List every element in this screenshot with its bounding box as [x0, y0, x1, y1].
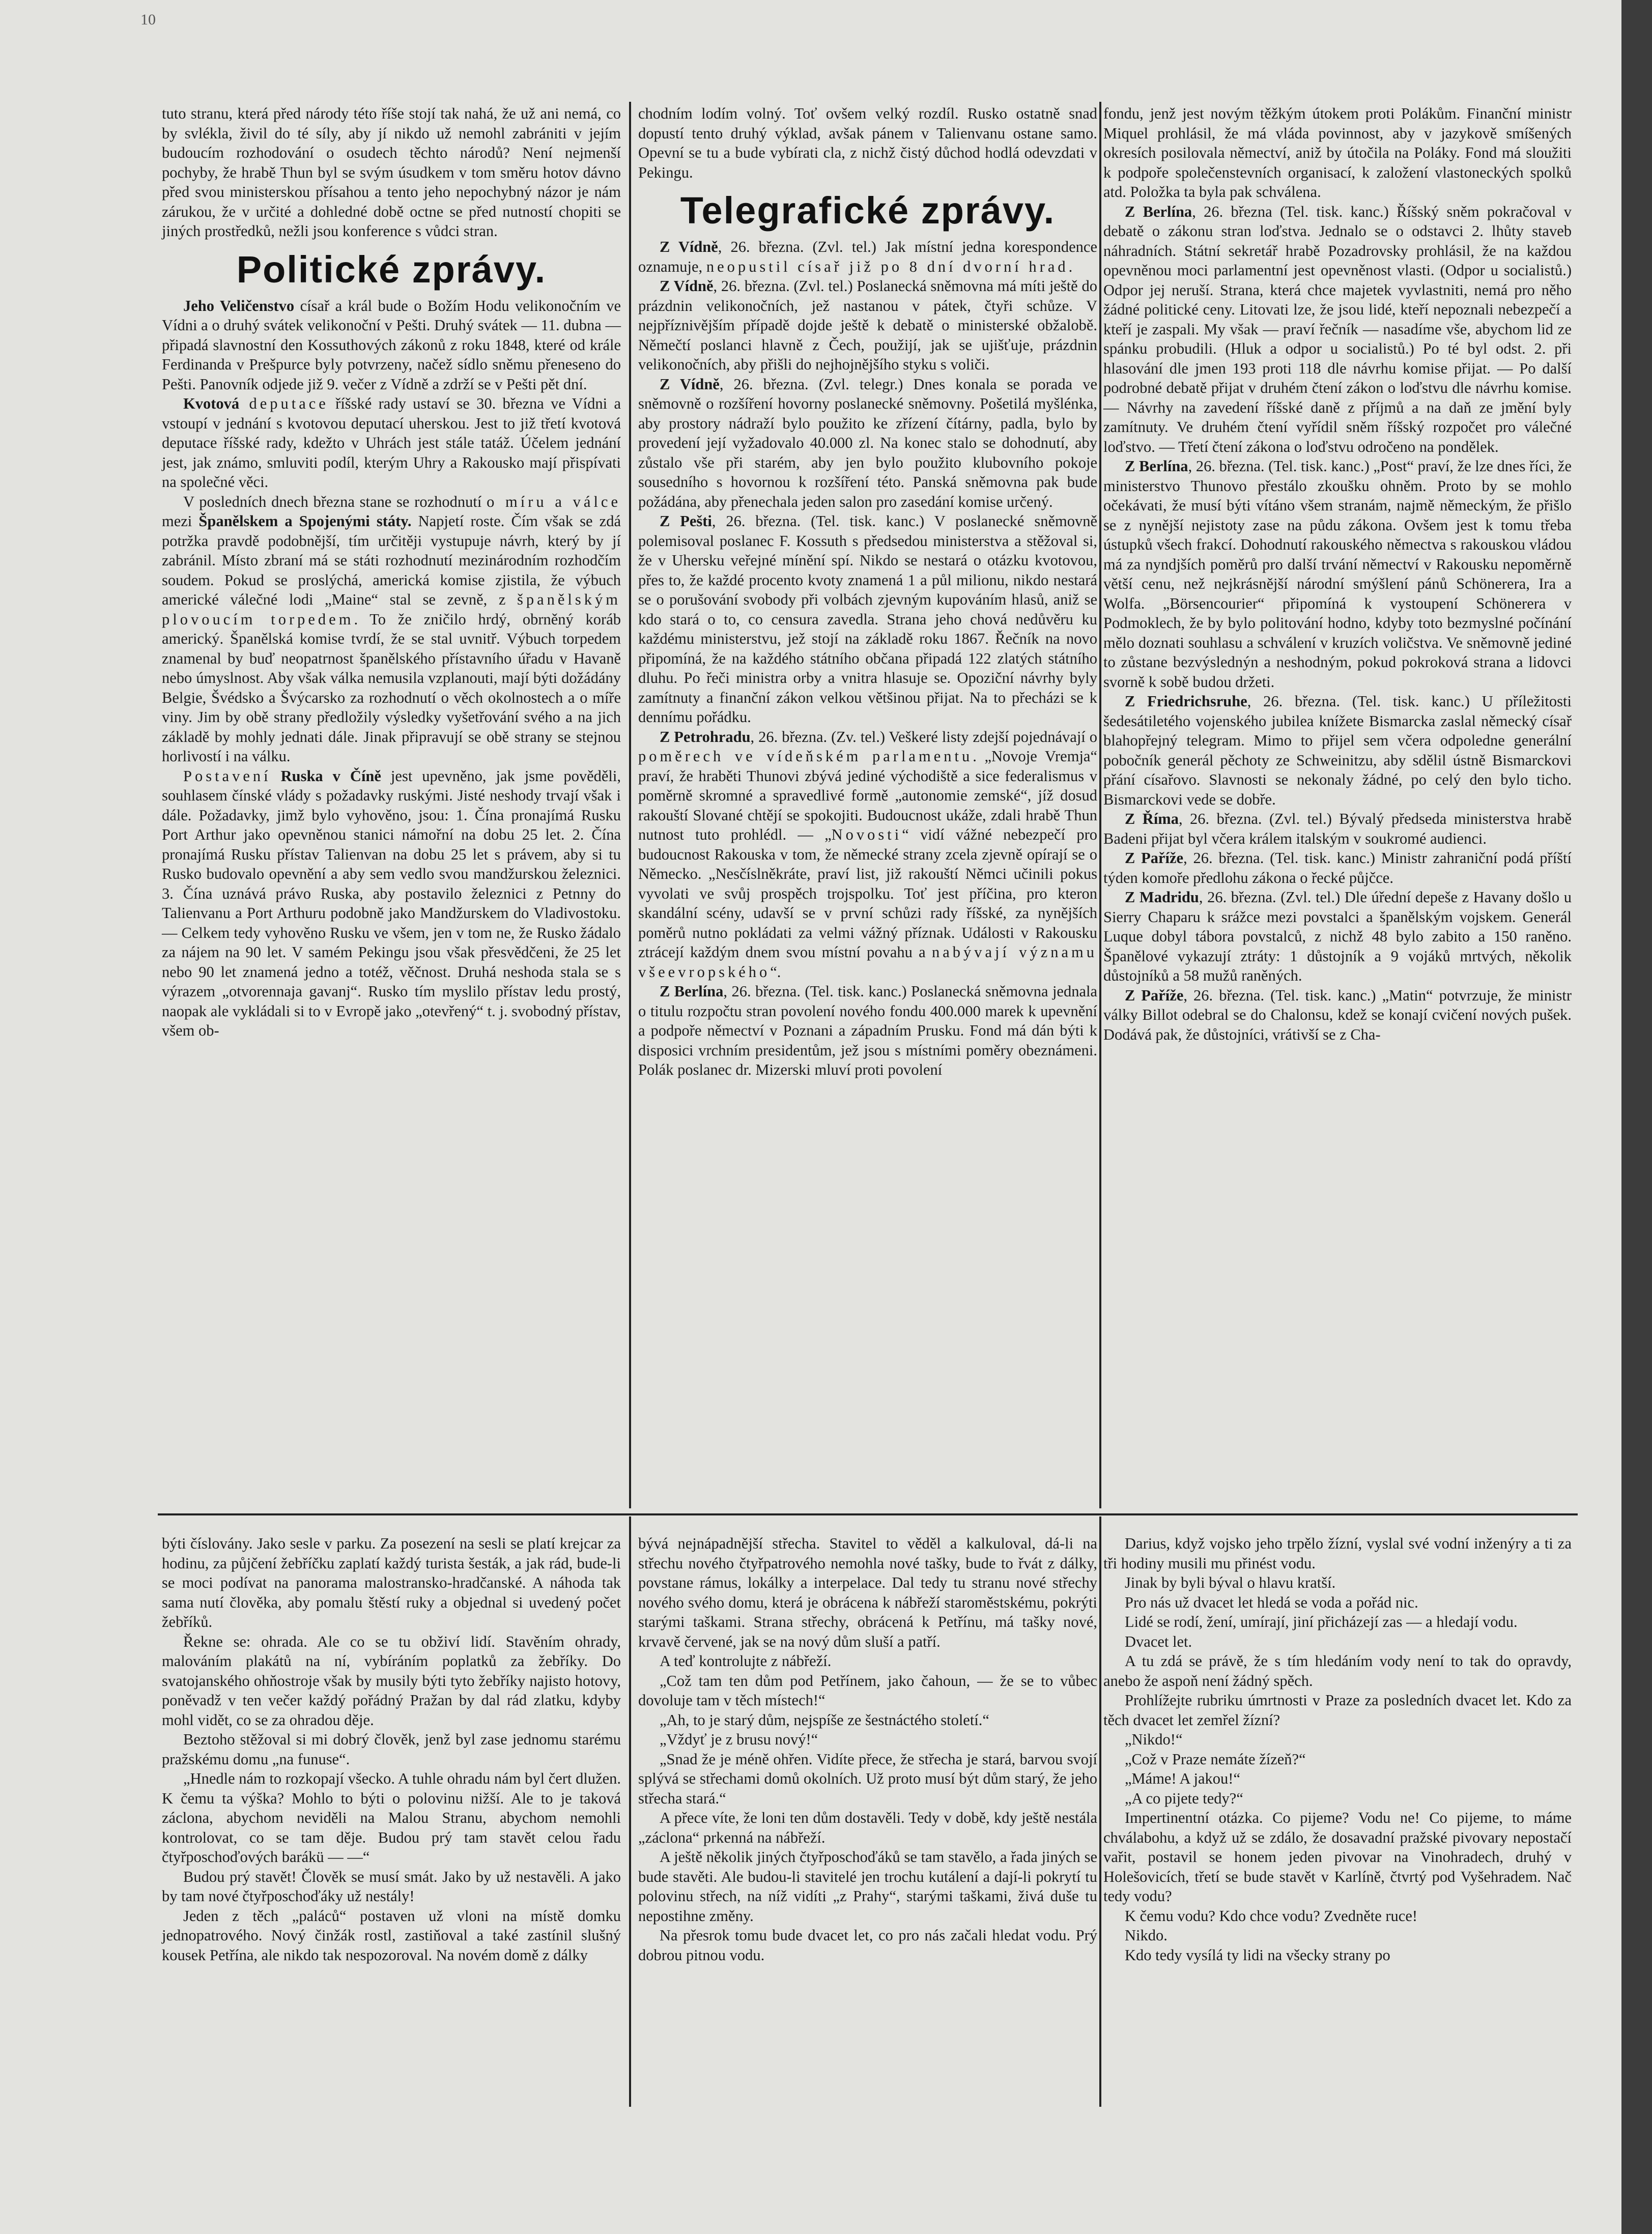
- intro-paragraph: tuto stranu, která před národy této říše stojí tak nahá, že už ani nemá, co by svlékla, živil do té síly, aby jí nikdo už nemohl zabrániti v jejím budoucím rozhodování o osudech těchto národů? Není nejmenší pochyby, že hrabě Thun byl se svým úsudkem v tom směru hotov dávno před svou ministerskou přísahou a tento jeho nepochybný názor je nám zárukou, že v určité a dohledné době octne se před nutností chopiti se jiných prostředků, nežli jsou konference s vůdci stran.: [162, 105, 621, 240]
- feuilleton-paragraph: Dvacet let.: [1125, 1632, 1192, 1650]
- news-item: Postavení Ruska v Číně jest upevněno, jak jsme pověděli, souhlasem čínské vlády s požadavky ruskými. Jisté neshody trvají však i dále. Požadavky, jimž bylo vyhověno, jsou: 1. Čína pronajímá Rusku Port Arthur jako opevněnou stanici námořní na dobu 25 let. 2. Čína pronajímá Rusku přístav Talienvan na dobu 25 let s právem, aby si tu Rusko budovalo opevnění a aby sem vedlo svou mandžurskou železnici. 3. Čína uznává právo Ruska, aby postavilo železnici z Petnny do Talienvanu a Port Arthuru podobně jako Mandžurskem do Vladivostoku. — Celkem tedy vyhověno Rusku ve všem, jen v tom ne, že Rusko žádalo za nájem na 90 let. V samém Pekingu jsou však přesvědčeni, že 25 let nebo 90 let znamená jedno a totéž, věčnost. Druhá neshoda stala se s výrazem „otvorennaja gavanj“. Rusko tím myslilo přístav ledu prostý, naopak ale vykládali si to v Evropě jako „otevřený“ t. j. svobodný přístav, všem ob-: [162, 767, 621, 1039]
- feuilleton-paragraph: Nikdo.: [1125, 1927, 1167, 1944]
- feuilleton-paragraph: „Ah, to je starý dům, nejspíše ze šestnáctého století.“: [660, 1711, 989, 1729]
- feuilleton-paragraph: Kdo tedy vysílá ty lidi na všecky strany po: [1125, 1946, 1390, 1964]
- feuilleton-paragraph: A ještě několik jiných čtyřposchoďáků se tam stavělo, a řada jiných se bude stavěti. Ale budou-li stavitelé jen trochu kutálení a dají-li pokrytí tu polovinu střech, na níž vidíti „z Prahy“, starými taškami, živá duše tu nepostihne změny.: [638, 1848, 1097, 1925]
- section-heading-telegraph: Telegrafické zprávy.: [680, 189, 1056, 232]
- feuilleton-paragraph: „Vždyť je z brusu nový!“: [660, 1731, 818, 1748]
- feuilleton-paragraph: Jeden z těch „paláců“ postaven už vloni na místě domku jednopatrového. Nový činžák rostl, zastiňoval a také zastínil slušný kousek Petřína, ale nikdo tak nespozoroval. Na novém domě z dálky: [162, 1907, 621, 1964]
- intro-paragraph: fondu, jenž jest novým těžkým útokem proti Polákům. Finanční ministr Miquel prohlásil, že má vláda povinnost, aby v jazykově smíšených okresích posilovala němectví, aniž by útočila na Poláky. Fond má sloužiti k podpoře společenstevních organisací, k založení vlastoneckých spolků atd. Položka ta byla pak schválena.: [1103, 105, 1572, 201]
- feuilleton-paragraph: Budou prý stavět! Člověk se musí smát. Jako by už nestavěli. A jako by tam nové čtyřposchoďáky už nestály!: [162, 1868, 621, 1905]
- news-item: Kvotová deputace říšské rady ustaví se 30. března ve Vídni a vstoupí v jednání s kvotovou deputací uherskou. Jest to již třetí kvotová deputace říšské rady, kdežto v Uhrách jest stále tatáž. Účelem jednání jest, jak známo, smluviti podíl, kterým Uhry a Rakousko mají přispívati na společné věci.: [162, 395, 621, 491]
- feuilleton-paragraph: Na přesrok tomu bude dvacet let, co pro nás začali hledat vodu. Prý dobrou pitnou vodu.: [638, 1927, 1097, 1964]
- feuilleton-paragraph: „Což v Praze nemáte žízeň?“: [1125, 1750, 1306, 1768]
- feuilleton-paragraph: Pro nás už dvacet let hledá se voda a pořád nic.: [1125, 1593, 1418, 1611]
- feuilleton-paragraph: A tu zdá se právě, že s tím hledáním vody není to tak do opravdy, anebo že aspoň není žádný spěch.: [1103, 1652, 1572, 1689]
- feuilleton-column-1: [162, 1534, 621, 1965]
- feuilleton-paragraph: Řekne se: ohrada. Ale co se tu obživí lidí. Stavěním ohrady, malováním plakátů na ní, vybíráním poplatků za žebříky. Do svatojanského ohňostroje však by musily býti tyto žebříky najisto hotovy, poněvadž v ten večer každý pořádný Pražan by dal rád zlatku, kdyby mohl vidět, co se za ohradou děje.: [162, 1632, 621, 1729]
- telegram-item: Z Berlína, 26. března. (Tel. tisk. kanc.) Poslanecká sněmovna jednala o titulu rozpočtu stran povolení nového fondu 400.000 marek k upevnění a podpoře němectví v Poznani a západním Prusku. Fond má dán býti k disposici vrchním presidentům, jež jsou s místními poměry obeznámeni. Polák poslanec dr. Mizerski mluví proti povolení: [638, 983, 1098, 1078]
- section-heading-politics: Politické zprávy.: [236, 248, 547, 291]
- feuilleton-paragraph: Darius, když vojsko jeho trpělo žízní, vyslal své vodní inženýry a ti za tři hodiny musili mu přinést vodu.: [1103, 1535, 1572, 1572]
- feuilleton-paragraph: Beztoho stěžoval si mi dobrý člověk, jenž byl zase jednomu starému pražskému domu „na funuse“.: [162, 1731, 621, 1768]
- telegram-item: Z Paříže, 26. března. (Tel. tisk. kanc.) Ministr zahraniční podá příští týden komoře předlohu zákona o řecké půjčce.: [1103, 849, 1572, 886]
- feuilleton-paragraph: Prohlížejte rubriku úmrtnosti v Praze za posledních dvacet let. Kdo za těch dvacet let zemřel žízní?: [1103, 1692, 1572, 1729]
- telegram-item: Z Vídně, 26. března. (Zvl. tel.) Poslanecká sněmovna má míti ještě do prázdnin velikonočních, jež nastanou v pátek, čtyři schůze. V nejpříznivějším případě dojde ještě k debatě o ministerské obžalobě. Němečtí poslanci hlavně z Čech, použijí, jak se ujišťuje, prázdnin velikonočních, aby přišli do nejhojnějšího styku s voliči.: [638, 277, 1097, 373]
- telegram-item: Z Berlína, 26. března (Tel. tisk. kanc.) Říšský sněm pokračoval v debatě o zákonu stran loďstva. Jednalo se o odstavci 2. lhůty staveb náhradních. Státní sekretář hrabě Pozadrovsky prohlásil, že na každou opevněnou moci parlamentní jest opevněnost vlasti. (Odpor u socialistů.) Odpor jej neruší. Strana, která chce majetek vyvlastniti, nemá pro něho žádné politické ceny. Litovati lze, že jsou lidé, kteří nepoznali nebezpečí a kteří je zaspali. My však — praví řečník — nasadíme vše, abychom lid ze spánku probudili. (Hluk a odpor u socialistů.) Po té byl odst. 2. při hlasování dle jmen 193 proti 118 dle návrhu komise přijat. — Po další podrobné debatě přijat v druhém čtení zákon o loďstvu dle návrhu komise. — Návrhy na zavedení říšské daně z příjmů a na daň ze jmění byly zamítnuty. Ve druhém čtení vyřídil sněm říšský rozpočet pro válečné loďstvo. — Třetí čtení zákona o loďstvu odročeno na pondělek.: [1103, 203, 1572, 455]
- telegram-item: Z Berlína, 26. března. (Tel. tisk. kanc.) „Post“ praví, že lze dnes říci, že ministerstvo Thunovo přestálo zkoušku ohněm. Proto by se mohlo očekávati, že musí býti vítáno všem stranám, najmě německým, že přišlo se z nynější nejistoty zase na půdu zákona. Ovšem jest k tomu třeba ústupků všech frakcí. Dohodnutí rakouského němectva s rakouskou vládou má za nyndjších poměrů pro další trvání němectví v Rakousku nepoměrně větší cenu, než nejkrásnější národní smýšlení pánů Schönerera, Ira a Wolfa. „Börsencourier“ připomíná k vystoupení Schönerera v Podmoklech, že by bylo politování hodno, kdyby toto bezmyslné počínání mělo doznati souhlasu a schválení v kruzích voličstva. Ve sněmovně jediné to zůstane bezvýslednýn a neshodným, pokud pokroková strana a lidovci svorně k sobě budou držeti.: [1103, 457, 1572, 691]
- feuilleton-paragraph: býti číslovány. Jako sesle v parku. Za posezení na sesli se platí krejcar za hodinu, za půjčení žebříčku zaplatí každý turista šesták, a jak rád, bude-li se moci podívat na panorama malostransko-hradčanské. A náhoda tak sama nutí člověka, aby pomalu štěstí ruky a objednal si uvedený počet žebříků.: [162, 1535, 621, 1630]
- feuilleton-rule-left: [629, 1516, 631, 2107]
- column-rule-left: [629, 102, 631, 1508]
- feuilleton-paragraph: „Nikdo!“: [1125, 1731, 1183, 1748]
- feuilleton-paragraph: „Snad že je méně ohřen. Vidíte přece, že střecha je stará, barvou svojí splývá se střechami domů okolních. Už proto musí být dům starý, že jeho střecha stará.“: [638, 1750, 1097, 1807]
- column-2: [638, 104, 1097, 1080]
- feuilleton-paragraph: „A co pijete tedy?“: [1125, 1789, 1243, 1807]
- news-item: Jeho Veličenstvo císař a král bude o Božím Hodu velikonočním ve Vídni a o druhý svátek velikonoční v Pešti. Druhý svátek — 11. dubna — připadá slavnostní den Kossuthových zákonů z roku 1848, které od krále Ferdinanda v Prešpurce byly potvrzeny, načež sídlo sněmu přeneseno do Pešti. Panovník odjede již 9. večer z Vídně a zdrží se v Pešti pět dní.: [162, 297, 621, 393]
- telegram-item: Z Říma, 26. března. (Zvl. tel.) Bývalý předseda ministerstva hrabě Badeni přijat byl včera králem italským v soukromé audienci.: [1103, 810, 1572, 847]
- intro-paragraph: chodním lodím volný. Toť ovšem velký rozdíl. Rusko ostatně snad dopustí tento druhý výklad, avšak pánem v Talienvanu ostane samo. Opevní se tu a bude vybírati cla, z nichž čistý důchod hodlá odevzdati v Pekingu.: [638, 105, 1097, 181]
- column-3: [1103, 104, 1572, 1044]
- feuilleton-paragraph: „Což tam ten dům pod Petřínem, jako čahoun, — že se to vůbec dovoluje tam v těch místech!“: [638, 1672, 1097, 1709]
- telegram-item: Z Vídně, 26. března. (Zvl. tel.) Jak místní jedna korespondence oznamuje, neopustil císař již po 8 dní dvorní hrad.: [638, 238, 1097, 275]
- feuilleton-paragraph: K čemu vodu? Kdo chce vodu? Zvedněte ruce!: [1125, 1907, 1418, 1925]
- feuilleton-rule: [158, 1513, 1578, 1515]
- page-number: 10: [140, 11, 156, 28]
- feuilleton-paragraph: Impertinentní otázka. Co pijeme? Vodu ne! Co pijeme, to máme chválabohu, a když už se zdálo, že dosavadní pražské pivovary nepostačí vařit, postavil se honem jeden pivovar na Vinohradech, druhý v Holešovicích, třetí se bude stavět v Karlíně, čtvrtý pod Vyšehradem. Nač tedy vodu?: [1103, 1809, 1572, 1905]
- feuilleton-paragraph: bývá nejnápadnější střecha. Stavitel to věděl a kalkuloval, dá-li na střechu nového čtyřpatrového nemohla nové tašky, bude to řvát z dálky, povstane rámus, lokálky a interpelace. Dal tedy tu stranu nové střechy nového svého domu, která je obrácena k nábřeží staroměstskému, pokrýti starými taškami. Strana střechy, obrácená k Petřínu, má tašky nové, krvavě červené, jak se na nový dům sluší a patří.: [638, 1535, 1097, 1650]
- news-item: V posledních dnech března stane se rozhodnutí o míru a válce mezi Španělskem a Spojenými státy. Napjetí roste. Čím však se zdá potržka pravdě podobnější, tím určitěji vystupuje návrh, který by jí zabránil. Místo zbraní má se státi rozhodnutí mezinárodním rozhodčím soudem. Pokud se proslýchá, americká komise zjistila, že výbuch americké válečné lodi „Maine“ stal se zevně, z španělským plovoucím torpedem. To že zničilo hrdý, obrněný koráb americký. Španělská komise tvrdí, že se stal uvnitř. Výbuch torpedem znamenal by buď neopatrnost španělského přístavního úřadu v Havaně nebo úmyslnost. Aby však válka nemusila vzplanouti, mají býti dožádány Belgie, Švédsko a Švýcarsko za rozhodnutí o věch okolnostech a o míře viny. Jim by obě strany předložily výsledky vyšetřování svého a na jich základě by mohly jednati dále. Jinak připravují se obě strany se stejnou horlivostí i na válku.: [162, 493, 621, 765]
- scan-edge: [1621, 0, 1652, 2234]
- feuilleton-paragraph: „Hnedle nám to rozkopají všecko. A tuhle ohradu nám byl čert dlužen. K čemu ta výška? Mohlo to býti o polovinu nižší. Ale to je taková záclona, abychom neviděli na Malou Stranu, abychom nemohli kontrolovat, co se tam děje. Budou prý tam stavět celou řadu čtyřposchoďových barákü — —“: [162, 1770, 621, 1866]
- feuilleton-column-3: [1103, 1534, 1572, 1965]
- telegram-item: Z Vídně, 26. března. (Zvl. telegr.) Dnes konala se porada ve sněmovně o rozšíření hovorny poslanecké sněmovny. Pošetilá myšlénka, aby prostory nádraží bylo použito ke zřízení čítárny, padla, bylo by provedení její vyžadovalo 40.000 zl. Na konec stalo se dohodnutí, aby zůstalo vše při starém, aby jen bylo použito klubovního pokoje sousedního s hovornou k rozšíření této. Panská sněmovna pak bude požádána, aby přenechala jeden salon pro zasedání komise určený.: [638, 375, 1097, 510]
- telegram-item: Z Madridu, 26. března. (Zvl. tel.) Dle úřední depeše z Havany došlo u Sierry Chaparu k srážce mezi povstalci a španělským vojskem. Generál Luque dobyl tábora povstalců, z nichž 48 bylo zabito a 150 raněno. Španělové vykazují ztráty: 1 důstojník a 9 vojáků mrtvých, několik důstojníků a 58 mužů raněných.: [1103, 889, 1572, 984]
- feuilleton-paragraph: Jinak by byli býval o hlavu kratší.: [1125, 1574, 1336, 1591]
- column-1: [162, 104, 621, 1041]
- feuilleton-column-2: [638, 1534, 1097, 1965]
- telegram-item: Z Pešti, 26. března. (Tel. tisk. kanc.) V poslanecké sněmovně polemisoval poslanec F. Kossuth s předsedou ministerstva a stěžoval si, že v Uhersku veřejné mínění spí. Nikdo se nestará o otázku kvotovou, přes to, že každé procento kvoty znamená 1 a půl milionu, nikdo nestará se o porušování svobody při volbách zjevným kupováním hlasů, aniž se kdo stará o to, co censura zavedla. Strana jeho chová nedůvěru ku každému ministerstvu, jež stojí na základě roku 1867. Řečník na novo připomíná, že na každého státního občana připadá 122 zlatých státního dluhu. Po řeči ministra orby a vnitra hlasuje se. Opoziční návrhy byly zamítnuty a finanční zákon velkou většinou přijat. Na to přecházi se k dennímu pořádku.: [638, 512, 1097, 726]
- feuilleton-rule-right: [1099, 1516, 1101, 2107]
- telegram-item: Z Paříže, 26. března. (Tel. tisk. kanc.) „Matin“ potvrzuje, že ministr války Billot odebral se do Chalonsu, kdež se konají cvičení nových pušek. Dodává pak, že důstojníci, vrátivší se z Cha-: [1103, 986, 1572, 1043]
- feuilleton-paragraph: „Máme! A jakou!“: [1125, 1770, 1240, 1787]
- feuilleton-paragraph: A přece víte, že loni ten dům dostavěli. Tedy v době, kdy ještě nestála „záclona“ prkenná na nábřeží.: [638, 1809, 1097, 1846]
- telegram-item: Z Petrohradu, 26. března. (Zv. tel.) Veškeré listy zdejší pojednávají o poměrech ve vídeňském parlamentu. „Novoje Vremja“ praví, že hraběti Thunovi zbývá jediné východiště a sice federalismus v poměrně skromné a spravedlivé formě „autonomie zemské“, jíž dosud rakouští Slované chtějí se spokojiti. Budoucnost ukáže, zdali hrabě Thun nutnost tuto prohlédl. — „Novosti“ vidí vážné nebezpečí pro budoucnost Rakouska v tom, že německé strany zcela zjevně opírají se o Německo. „Nesčíslněkráte, praví list, již rakouští Němci učinili pokus vyvolati ve svůj prospěch trojspolku. Toť jest příčina, pro kteron skandální scény, udavší se v první schůzi rady říšské, za nynějších poměrů nutno pokládati za velmi vážný příznak. Události v Rakousku ztrácejí každým dnem svou místní povahu a nabývají významu všeevropského“.: [638, 728, 1097, 981]
- feuilleton-paragraph: A teď kontrolujte z nábřeží.: [660, 1652, 832, 1670]
- item-lead: Jeho Veličenstvo: [183, 297, 295, 314]
- item-lead: Kvotová: [183, 395, 240, 412]
- feuilleton-paragraph: Lidé se rodí, žení, umírají, jiní přicházejí zas — a hledají vodu.: [1125, 1613, 1518, 1630]
- column-rule-right: [1099, 102, 1101, 1508]
- telegram-item: Z Friedrichsruhe, 26. března. (Tel. tisk. kanc.) U příležitosti šedesátiletého vojenského jubilea knížete Bismarcka zaslal německý císař blahopřejný telegram. Mimo to přijel sem včera odpoledne generální pobočník generál pěchoty ze Schweinitzu, aby sdělil ústně Bismarckovi přání císařovo. Slavnosti se nekonaly žádné, po celý den bylo ticho. Bismarckovi vede se dobře.: [1103, 693, 1572, 808]
